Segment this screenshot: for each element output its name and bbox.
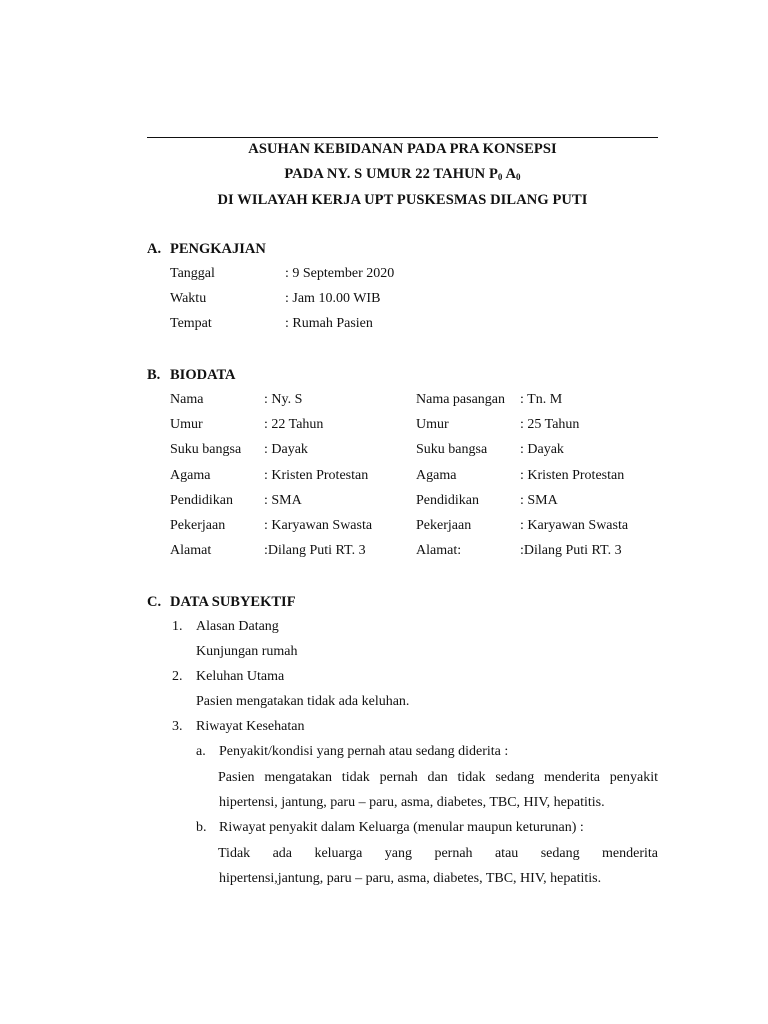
biodata-partner-label: Pekerjaan (416, 518, 472, 533)
biodata-partner-label: Pendidikan (416, 493, 479, 508)
section-heading-data-subyektif: C. DATA SUBYEKTIF (147, 594, 296, 610)
biodata-partner-label: Agama (416, 468, 457, 483)
document-title-line-3: DI WILAYAH KERJA UPT PUSKESMAS DILANG PUTI (217, 192, 588, 208)
list-item-text: Kunjungan rumah (196, 644, 298, 659)
list-item-number: 1. (172, 619, 183, 634)
biodata-partner-label: Nama pasangan (416, 392, 506, 407)
biodata-partner-value: : SMA (520, 493, 558, 508)
section-heading-pengkajian: A. PENGKAJIAN (147, 241, 266, 257)
biodata-partner-value: : Karyawan Swasta (520, 518, 629, 533)
biodata-value: : SMA (264, 493, 302, 508)
list-item-number: 2. (172, 669, 183, 684)
pengkajian-value: : Jam 10.00 WIB (285, 291, 381, 306)
sublist-item-title: Penyakit/kondisi yang pernah atau sedang diderita : (219, 744, 509, 759)
biodata-partner-label: Umur (416, 417, 449, 432)
biodata-value: : Kristen Protestan (264, 468, 369, 483)
biodata-value: : 22 Tahun (264, 417, 324, 432)
section-heading-biodata: B. BIODATA (147, 367, 236, 383)
biodata-label: Pekerjaan (170, 518, 226, 533)
biodata-value: :Dilang Puti RT. 3 (264, 543, 366, 558)
sublist-item-text: Tidak ada keluarga yang pernah atau sedang menderita (218, 846, 658, 861)
sublist-item-letter: a. (196, 744, 206, 759)
sublist-item-text: hipertensi, jantung, paru – paru, asma, diabetes, TBC, HIV, hepatitis. (219, 795, 605, 810)
biodata-value: : Dayak (264, 442, 308, 457)
pengkajian-label: Waktu (170, 291, 207, 306)
biodata-label: Agama (170, 468, 211, 483)
list-item-text: Pasien mengatakan tidak ada keluhan. (196, 694, 410, 709)
biodata-value: : Karyawan Swasta (264, 518, 373, 533)
pengkajian-value: : 9 September 2020 (285, 266, 395, 281)
sublist-item-text: Pasien mengatakan tidak pernah dan tidak sedang menderita penyakit (218, 770, 658, 785)
biodata-value: : Ny. S (264, 392, 303, 407)
biodata-partner-label: Suku bangsa (416, 442, 488, 457)
document-title-line-1: ASUHAN KEBIDANAN PADA PRA KONSEPSI (248, 141, 557, 157)
sublist-item-title: Riwayat penyakit dalam Keluarga (menular maupun keturunan) : (219, 820, 584, 835)
sublist-item-letter: b. (196, 820, 207, 835)
biodata-partner-value: :Dilang Puti RT. 3 (520, 543, 622, 558)
biodata-label: Suku bangsa (170, 442, 242, 457)
list-item-title: Alasan Datang (196, 619, 279, 634)
biodata-partner-value: : Dayak (520, 442, 564, 457)
header-rule (147, 137, 658, 138)
pengkajian-label: Tempat (170, 316, 212, 331)
list-item-title: Keluhan Utama (196, 669, 285, 684)
biodata-label: Nama (170, 392, 204, 407)
biodata-partner-label: Alamat: (416, 543, 462, 558)
sublist-item-text: hipertensi,jantung, paru – paru, asma, diabetes, TBC, HIV, hepatitis. (219, 871, 602, 886)
biodata-label: Pendidikan (170, 493, 233, 508)
document-title-line-2: PADA NY. S UMUR 22 TAHUN $P_0$ $A_0$ (284, 166, 521, 182)
biodata-label: Alamat (170, 543, 212, 558)
biodata-partner-value: : Tn. M (520, 392, 563, 407)
biodata-label: Umur (170, 417, 203, 432)
pengkajian-label: Tanggal (170, 266, 215, 281)
biodata-partner-value: : 25 Tahun (520, 417, 580, 432)
list-item-title: Riwayat Kesehatan (196, 719, 305, 734)
pengkajian-value: : Rumah Pasien (285, 316, 373, 331)
biodata-partner-value: : Kristen Protestan (520, 468, 625, 483)
list-item-number: 3. (172, 719, 183, 734)
